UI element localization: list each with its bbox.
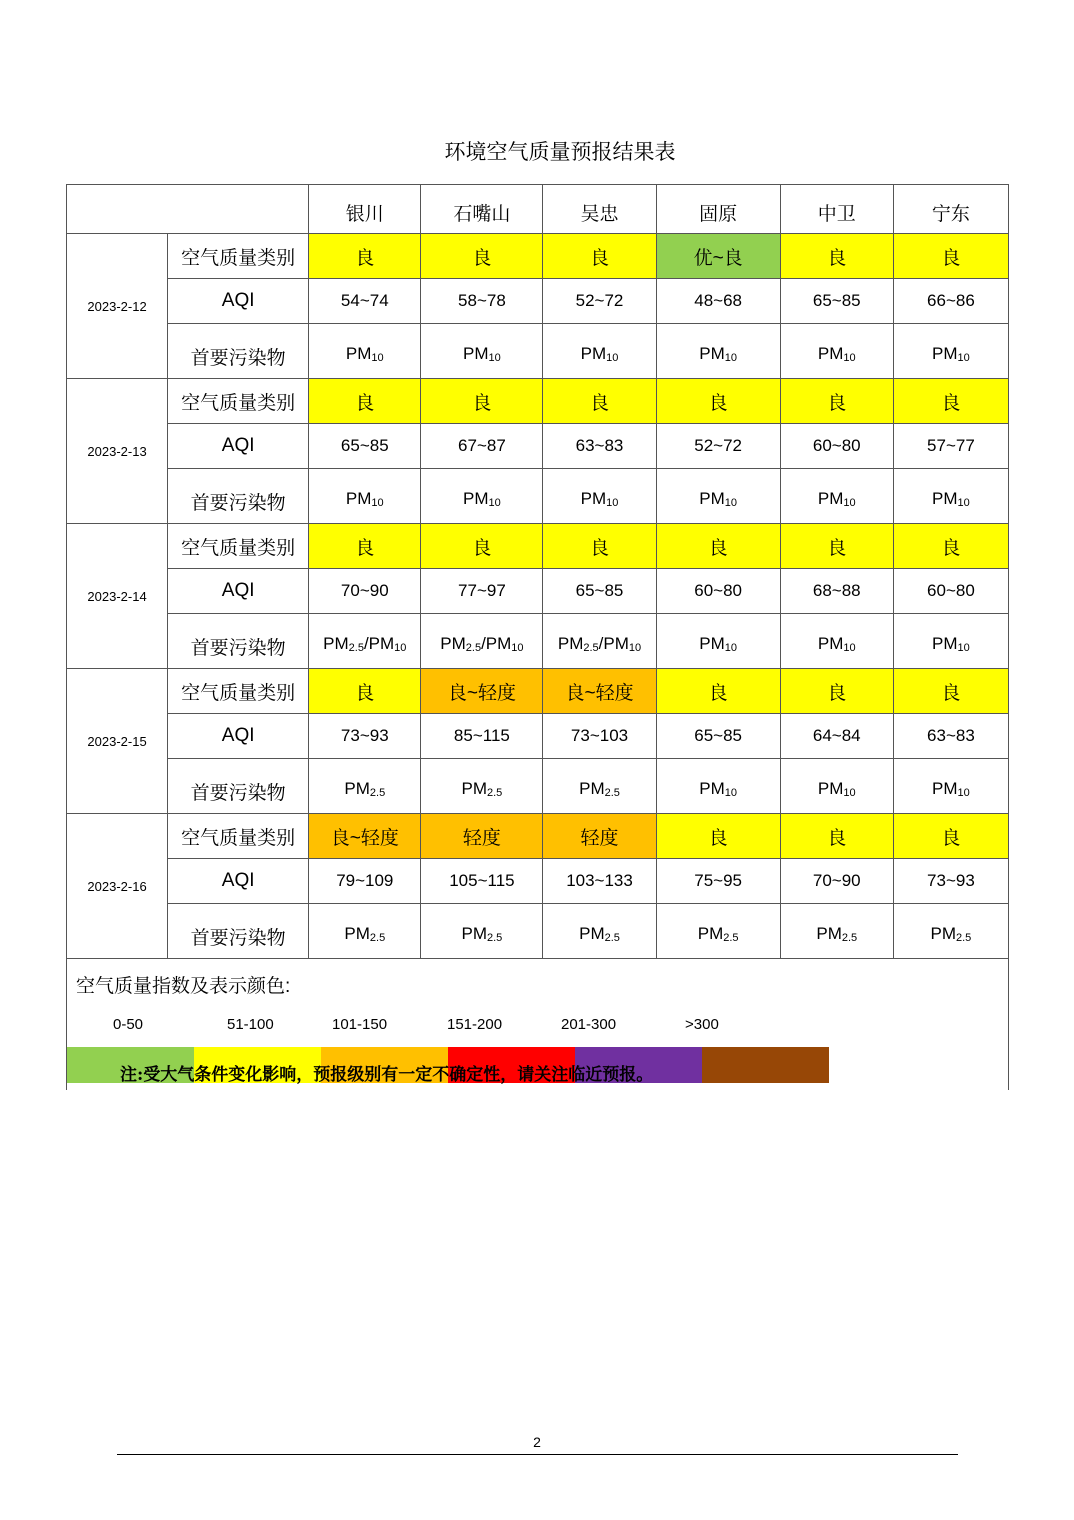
pollutant-subscript: 2.5 [348,642,364,654]
category-cell: 良~轻度 [421,669,543,714]
pollutant-cell [309,614,421,669]
pollutant-name: /PM [598,634,629,653]
pollutant-cell [309,469,421,524]
category-cell: 轻度 [421,814,543,859]
pollutant-subscript: 10 [724,642,738,654]
header-corner [67,185,309,234]
pollutant-name: PM [580,344,607,363]
pollutant-name: PM [461,779,487,798]
aqi-cell: 85~115 [421,714,543,759]
city-header: 固原 [656,185,780,234]
pollutant-label: 首要污染物 [168,759,309,814]
pollutant-subscript: 10 [843,497,856,509]
category-cell: 良 [893,814,1008,859]
pollutant-name: PM [344,779,370,798]
pollutant-row [67,469,1009,524]
pollutant-cell [780,324,893,379]
pollutant-name: PM [579,779,605,798]
pollutant-subscript: 10 [843,352,856,364]
pollutant-name: PM [323,634,349,653]
date-cell: 2023-2-14 [67,524,168,669]
pollutant-name: PM [345,344,372,363]
pollutant-subscript: 10 [957,352,970,364]
aqi-cell: 65~85 [309,424,421,469]
aqi-cell: 66~86 [893,279,1008,324]
aqi-cell: 105~115 [421,859,543,904]
city-header: 中卫 [780,185,893,234]
pollutant-subscript: 10 [371,352,384,364]
aqi-cell: 54~74 [309,279,421,324]
aqi-cell: 63~83 [543,424,656,469]
pollutant-subscript: 10 [957,497,970,509]
pollutant-cell [893,469,1008,524]
aqi-cell: 63~83 [893,714,1008,759]
pollutant-name: PM [817,344,844,363]
pollutant-cell [421,469,543,524]
pollutant-name: PM [463,489,489,508]
pollutant-cell [656,469,780,524]
legend-range-label: 0-50 [113,1016,144,1033]
pollutant-cell [656,614,780,669]
pollutant-cell [543,469,656,524]
aqi-cell: 75~95 [656,859,780,904]
pollutant-subscript: 10 [606,497,619,509]
aqi-label: AQI [168,859,309,904]
category-cell: 良 [543,379,656,424]
pollutant-subscript: 10 [957,787,970,799]
pollutant-cell [656,904,780,959]
pollutant-name: PM [580,489,607,508]
pollutant-subscript: 2.5 [583,642,599,654]
pollutant-row [67,324,1009,379]
category-cell: 良 [893,234,1008,279]
category-cell: 良 [656,524,780,569]
aqi-cell: 60~80 [780,424,893,469]
aqi-row [67,714,1009,759]
pollutant-name: PM [932,489,958,508]
category-cell: 良 [543,524,656,569]
category-cell: 良 [309,524,421,569]
pollutant-cell [780,614,893,669]
pollutant-label: 首要污染物 [168,904,309,959]
aqi-cell: 52~72 [543,279,656,324]
pollutant-cell [656,324,780,379]
legend-range-label: 51-100 [227,1016,274,1033]
pollutant-cell [543,759,656,814]
category-label: 空气质量类别 [168,234,309,279]
category-row [67,379,1009,424]
forecast-note: 注:受大气条件变化影响，预报级别有一定不确定性，请关注临近预报。 [120,1065,654,1085]
date-cell: 2023-2-15 [67,669,168,814]
pollutant-subscript: 2.5 [465,642,482,654]
category-label: 空气质量类别 [168,379,309,424]
pollutant-subscript: 2.5 [604,787,620,799]
pollutant-name: PM [932,634,958,653]
aqi-row [67,569,1009,614]
category-cell: 良 [893,669,1008,714]
pollutant-cell [893,904,1008,959]
pollutant-subscript: 10 [628,642,642,654]
pollutant-row [67,904,1009,959]
pollutant-name: PM [817,634,844,653]
aqi-cell: 57~77 [893,424,1008,469]
aqi-cell: 77~97 [421,569,543,614]
pollutant-name: PM [557,634,584,653]
aqi-cell: 60~80 [893,569,1008,614]
category-label: 空气质量类别 [168,814,309,859]
category-cell: 良 [780,814,893,859]
pollutant-name: PM [699,634,725,653]
pollutant-row [67,614,1009,669]
category-row [67,669,1009,714]
pollutant-cell [421,614,543,669]
category-row [67,814,1009,859]
aqi-cell: 52~72 [656,424,780,469]
pollutant-subscript: 10 [488,352,501,364]
category-cell: 良 [543,234,656,279]
pollutant-cell [780,469,893,524]
aqi-cell: 73~103 [543,714,656,759]
aqi-row [67,424,1009,469]
pollutant-name: PM [699,779,725,798]
city-header: 银川 [309,185,421,234]
pollutant-subscript: 10 [724,352,738,364]
pollutant-subscript: 10 [394,642,407,654]
date-cell: 2023-2-12 [67,234,168,379]
category-cell: 良 [656,669,780,714]
aqi-cell: 64~84 [780,714,893,759]
pollutant-subscript: 2.5 [369,787,386,799]
pollutant-cell [780,759,893,814]
pollutant-subscript: 10 [724,787,738,799]
pollutant-name: PM [699,344,725,363]
category-cell: 良 [893,379,1008,424]
aqi-cell: 48~68 [656,279,780,324]
city-header: 石嘴山 [421,185,543,234]
category-cell: 良 [309,234,421,279]
aqi-label: AQI [168,569,309,614]
aqi-forecast-table [66,184,1009,1090]
aqi-label: AQI [168,279,309,324]
pollutant-row [67,759,1009,814]
category-cell: 良 [656,379,780,424]
pollutant-cell [780,904,893,959]
aqi-label: AQI [168,424,309,469]
pollutant-cell [543,614,656,669]
legend-range-label: 101-150 [332,1016,388,1033]
aqi-cell: 65~85 [543,569,656,614]
aqi-row [67,279,1009,324]
aqi-cell: 70~90 [780,859,893,904]
aqi-cell: 103~133 [543,859,656,904]
pollutant-name: PM [344,924,370,943]
pollutant-subscript: 2.5 [487,932,503,944]
category-cell: 良 [780,524,893,569]
legend-range-label: 201-300 [561,1016,617,1033]
footer-divider [117,1454,958,1455]
pollutant-subscript: 10 [957,642,970,654]
pollutant-name: PM [817,779,844,798]
pollutant-name: PM [579,924,605,943]
pollutant-subscript: 10 [511,642,524,654]
category-row [67,524,1009,569]
category-label: 空气质量类别 [168,669,309,714]
pollutant-label: 首要污染物 [168,614,309,669]
aqi-cell: 65~85 [780,279,893,324]
aqi-label: AQI [168,714,309,759]
pollutant-subscript: 10 [843,787,856,799]
category-cell: 良 [893,524,1008,569]
city-header: 宁东 [893,185,1008,234]
pollutant-subscript: 10 [488,497,501,509]
pollutant-cell [421,759,543,814]
pollutant-cell [543,324,656,379]
pollutant-cell [309,904,421,959]
pollutant-name: PM [697,924,724,943]
date-cell: 2023-2-16 [67,814,168,959]
pollutant-name: PM [699,489,725,508]
pollutant-subscript: 2.5 [956,932,972,944]
aqi-cell: 65~85 [656,714,780,759]
page-title: 环境空气质量预报结果表 [444,141,676,164]
pollutant-cell [893,324,1008,379]
city-header: 吴忠 [543,185,656,234]
aqi-cell: 73~93 [893,859,1008,904]
category-cell: 优~良 [656,234,780,279]
category-cell: 良 [309,669,421,714]
aqi-cell: 70~90 [309,569,421,614]
pollutant-name: PM [816,924,842,943]
pollutant-name: PM [817,489,844,508]
pollutant-label: 首要污染物 [168,324,309,379]
pollutant-cell [421,324,543,379]
pollutant-name: PM [463,344,489,363]
pollutant-cell [309,324,421,379]
header-row [67,185,1009,234]
pollutant-cell [421,904,543,959]
aqi-cell: 68~88 [780,569,893,614]
aqi-cell: 67~87 [421,424,543,469]
pollutant-subscript: 2.5 [604,932,620,944]
category-cell: 良~轻度 [309,814,421,859]
pollutant-cell [656,759,780,814]
category-row [67,234,1009,279]
pollutant-label: 首要污染物 [168,469,309,524]
aqi-cell: 79~109 [309,859,421,904]
aqi-cell: 73~93 [309,714,421,759]
legend-range-label: >300 [685,1016,719,1033]
date-cell: 2023-2-13 [67,379,168,524]
page-number: 2 [533,1434,541,1450]
category-cell: 良 [780,234,893,279]
category-label: 空气质量类别 [168,524,309,569]
legend-title: 空气质量指数及表示颜色: [76,976,291,997]
pollutant-subscript: 10 [724,497,738,509]
pollutant-subscript: 10 [371,497,384,509]
category-cell: 良 [421,379,543,424]
pollutant-subscript: 10 [606,352,619,364]
pollutant-cell [893,614,1008,669]
pollutant-name: PM [932,779,958,798]
aqi-cell: 58~78 [421,279,543,324]
pollutant-subscript: 2.5 [723,932,739,944]
pollutant-name: PM [930,924,956,943]
category-cell: 良 [780,379,893,424]
pollutant-subscript: 10 [843,642,856,654]
category-cell: 良 [309,379,421,424]
pollutant-name: PM [932,344,958,363]
pollutant-name: PM [461,924,487,943]
aqi-cell: 60~80 [656,569,780,614]
pollutant-name: /PM [363,634,395,653]
aqi-row [67,859,1009,904]
category-cell: 良 [421,234,543,279]
category-cell: 良 [656,814,780,859]
pollutant-name: PM [345,489,372,508]
pollutant-name: PM [440,634,466,653]
pollutant-name: /PM [481,634,512,653]
pollutant-cell [893,759,1008,814]
pollutant-cell [543,904,656,959]
legend-color-swatch [702,1047,829,1083]
category-cell: 良~轻度 [543,669,656,714]
pollutant-subscript: 2.5 [369,932,386,944]
pollutant-subscript: 2.5 [487,787,503,799]
category-cell: 良 [780,669,893,714]
category-cell: 良 [421,524,543,569]
legend-range-label: 151-200 [447,1016,503,1033]
pollutant-subscript: 2.5 [841,932,858,944]
pollutant-cell [309,759,421,814]
category-cell: 轻度 [543,814,656,859]
